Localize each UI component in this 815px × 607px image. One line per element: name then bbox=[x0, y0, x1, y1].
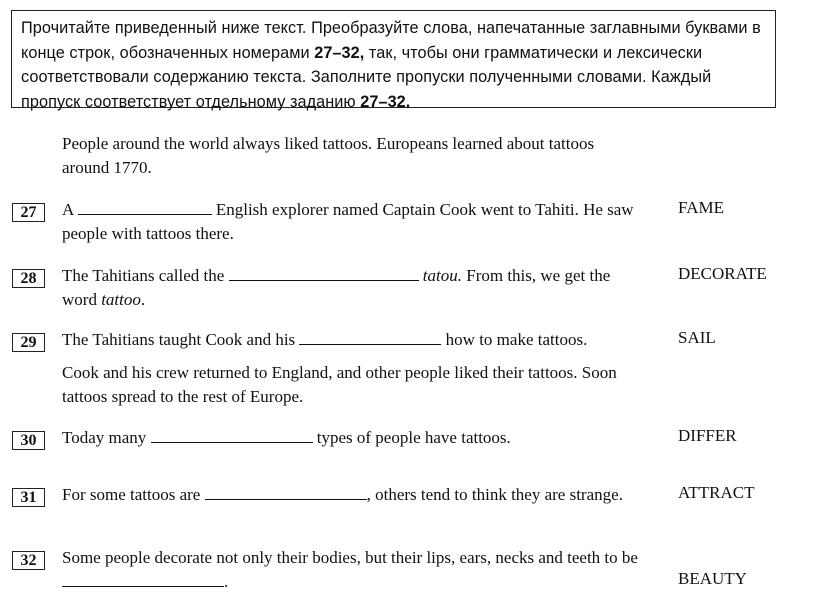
task-28-italic: tatou. bbox=[422, 266, 462, 285]
keyword-27: FAME bbox=[678, 198, 724, 217]
task-31-post: , others tend to think they are strange. bbox=[366, 485, 623, 504]
task-32-post: . bbox=[224, 571, 229, 591]
intro-paragraph: People around the world always liked tattoos. Europeans learned about tattoos around 1770. bbox=[62, 134, 595, 177]
answer-blank-27[interactable] bbox=[78, 200, 212, 215]
keyword-30: DIFFER bbox=[678, 426, 737, 445]
task-27-post: English explorer named Captain Cook went to Tahiti. He saw people with tattoos there. bbox=[62, 200, 634, 243]
instruction-range-2: 27–32. bbox=[360, 92, 411, 111]
task-27-pre: A bbox=[62, 200, 74, 219]
answer-blank-32[interactable] bbox=[62, 572, 224, 587]
instruction-range-1: 27–32, bbox=[314, 43, 365, 62]
task-text-27 bbox=[62, 198, 642, 245]
keyword-32: BEAUTY bbox=[678, 569, 747, 588]
task-31-pre: For some tattoos are bbox=[62, 485, 201, 504]
keyword-28: DECORATE bbox=[678, 264, 767, 283]
task-32-pre: Some people decorate not only their bodies, but their lips, ears, necks and teeth to be bbox=[62, 548, 638, 567]
task-text-30 bbox=[62, 426, 642, 450]
task-number-27: 27 bbox=[12, 203, 45, 222]
task-28-post-1: From this, we get the word bbox=[62, 266, 611, 309]
keyword-31: ATTRACT bbox=[678, 483, 755, 502]
instruction-box bbox=[11, 10, 776, 111]
task-text-29 bbox=[62, 328, 642, 352]
task-number-29: 29 bbox=[12, 333, 45, 352]
task-text-31 bbox=[62, 483, 642, 507]
instruction-text-2: так, чтобы они грамматически и лексически соответствовали содержанию текста. Заполните пропуски полученными словами. Каждый пропуск соответствует отдельному заданию bbox=[21, 43, 712, 111]
task-number-30: 30 bbox=[12, 431, 45, 450]
task-28-pre: The Tahitians called the bbox=[62, 266, 225, 285]
task-text-28 bbox=[62, 264, 642, 311]
task-28-post-2: . bbox=[140, 289, 146, 309]
task-number-32: 32 bbox=[12, 551, 45, 570]
task-30-post: types of people have tattoos. bbox=[316, 428, 511, 447]
answer-blank-30[interactable] bbox=[151, 428, 313, 443]
keyword-29: SAIL bbox=[678, 328, 716, 347]
task-29-post: how to make tattoos. bbox=[445, 330, 588, 349]
task-number-31: 31 bbox=[12, 488, 45, 507]
task-text-32 bbox=[62, 546, 642, 593]
answer-blank-31[interactable] bbox=[205, 485, 367, 500]
answer-blank-29[interactable] bbox=[299, 330, 441, 345]
task-30-pre: Today many bbox=[62, 428, 147, 447]
task-28-italic-2: tattoo bbox=[101, 289, 141, 309]
task-29-pre: The Tahitians taught Cook and his bbox=[62, 330, 296, 349]
answer-blank-28[interactable] bbox=[229, 266, 419, 281]
middle-paragraph: Cook and his crew returned to England, and other people liked their tattoos. Soon tattoos spread to the rest of Europe. bbox=[62, 363, 617, 406]
instruction-text-1: Прочитайте приведенный ниже текст. Преобразуйте слова, напечатанные заглавными буквами в конце строк, обозначенных номерами bbox=[21, 19, 761, 62]
task-number-28: 28 bbox=[12, 269, 45, 288]
